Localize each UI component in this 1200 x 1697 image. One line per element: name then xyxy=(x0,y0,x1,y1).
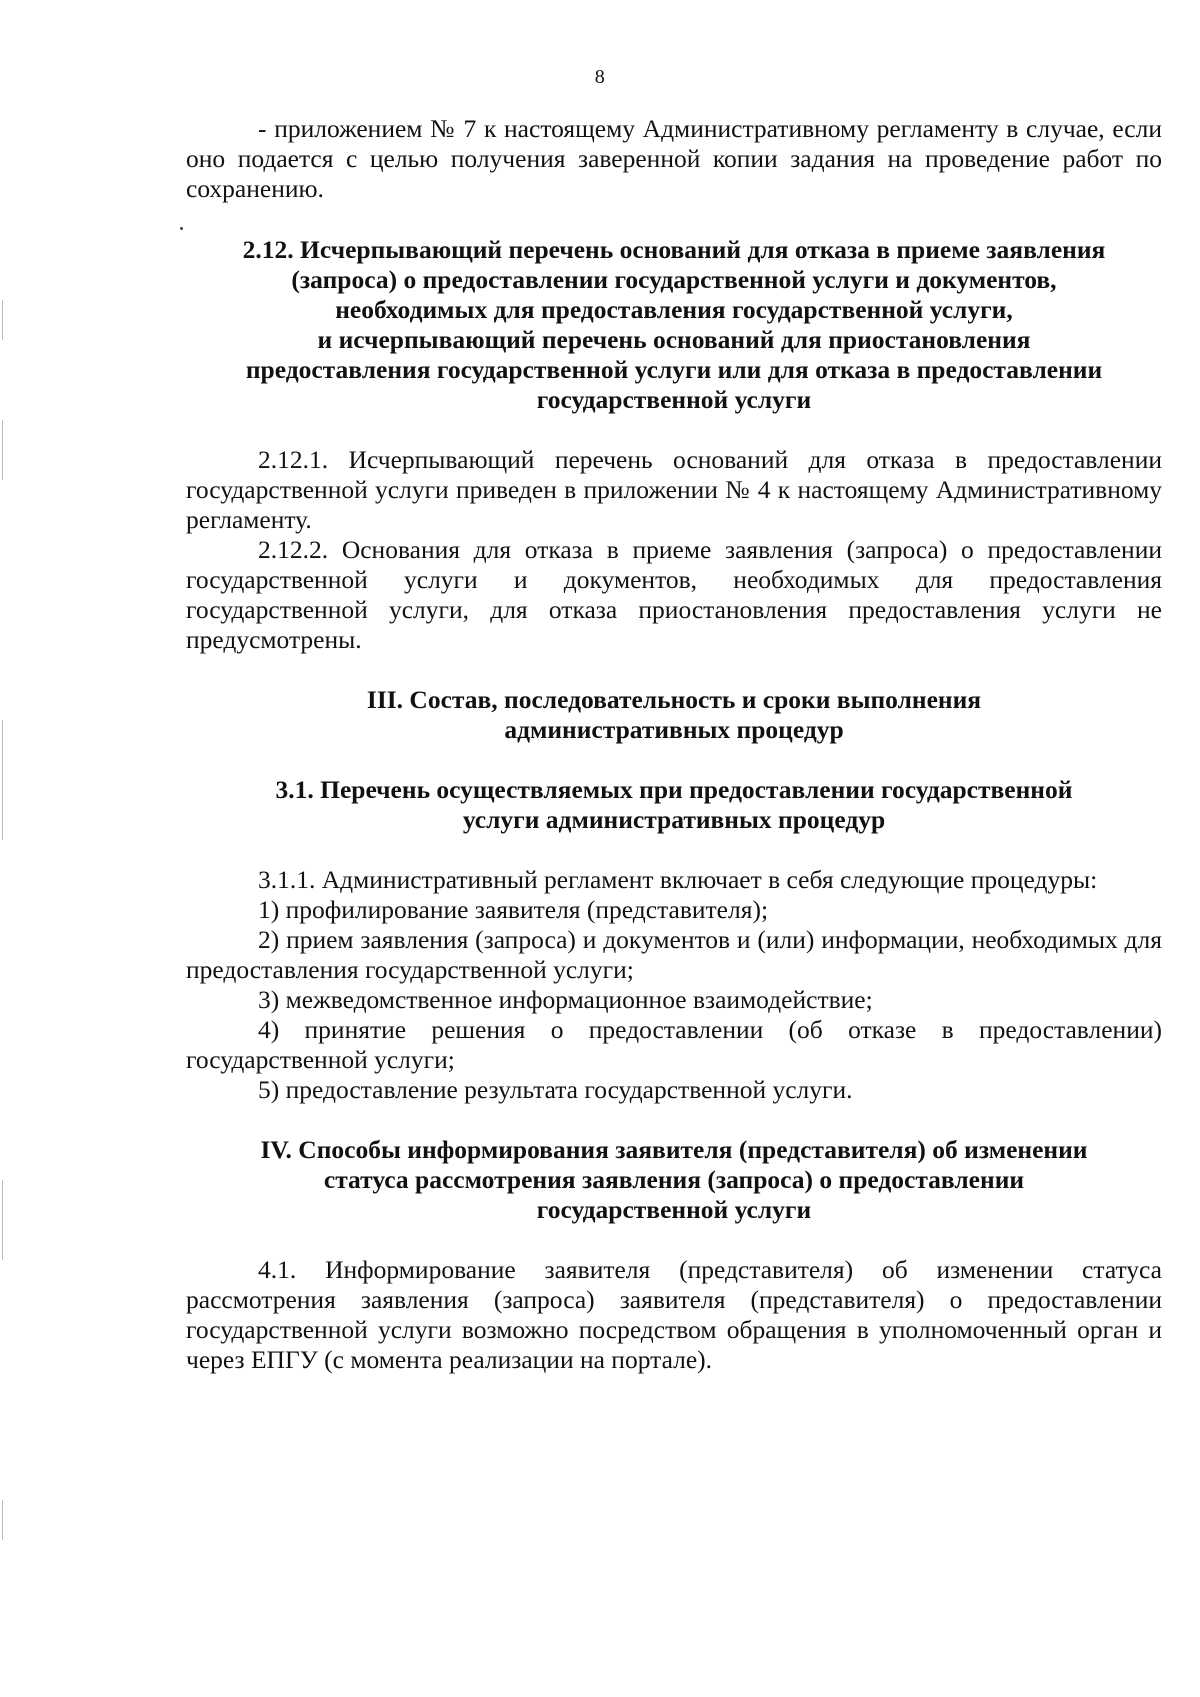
heading-line: статуса рассмотрения заявления (запроса) о предоставлении xyxy=(323,1165,1025,1194)
paragraph-4-1: 4.1. Информирование заявителя (представителя) об изменении статуса рассмотрения заявления (запроса) заявителя (представителя) о предоставлении государственной услуги возможно посредством обращения в уполномоченный орган и через ЕПГУ (с момента реализации на портале). xyxy=(186,1255,1162,1374)
list-item-procedure-3: 3) межведомственное информационное взаимодействие; xyxy=(258,985,873,1014)
heading-line: необходимых для предоставления государственной услуги, xyxy=(335,295,1013,324)
page-number: 8 xyxy=(594,66,606,88)
chapter-heading-iii xyxy=(186,685,1162,745)
heading-line: и исчерпывающий перечень оснований для приостановления xyxy=(317,325,1031,354)
section-heading-2-12 xyxy=(186,235,1162,415)
heading-line: государственной услуги xyxy=(536,385,812,414)
heading-line: предоставления государственной услуги или для отказа в предоставлении xyxy=(245,355,1103,384)
list-item-procedure-4: 4) принятие решения о предоставлении (об отказе в предоставлении) государственной услуги; xyxy=(186,1015,1162,1074)
paragraph-2-12-1: 2.12.1. Исчерпывающий перечень оснований для отказа в предоставлении государственной услуги приведен в приложении № 4 к настоящему Административному регламенту. xyxy=(186,445,1162,534)
scan-speck xyxy=(180,227,183,230)
section-heading-3-1 xyxy=(186,775,1162,835)
scan-edge-marks xyxy=(2,0,4,1697)
heading-line: государственной услуги xyxy=(536,1195,812,1224)
document-body xyxy=(186,114,1162,1375)
paragraph-appendix-7: - приложением № 7 к настоящему Административному регламенту в случае, если оно подается с целью получения заверенной копии задания на проведение работ по сохранению. xyxy=(186,114,1162,203)
list-item-procedure-5: 5) предоставление результата государственной услуги. xyxy=(258,1075,853,1104)
list-item-procedure-2: 2) прием заявления (запроса) и документов и (или) информации, необходимых для предоставления государственной услуги; xyxy=(186,925,1162,984)
heading-line: III. Состав, последовательность и сроки выполнения xyxy=(366,685,982,714)
paragraph-3-1-1: 3.1.1. Административный регламент включает в себя следующие процедуры: xyxy=(258,865,1098,894)
chapter-heading-iv xyxy=(186,1135,1162,1225)
heading-line: IV. Способы информирования заявителя (представителя) об изменении xyxy=(260,1135,1088,1164)
heading-line: (запроса) о предоставлении государственной услуги и документов, xyxy=(291,265,1057,294)
heading-line: услуги административных процедур xyxy=(462,805,886,834)
list-item-procedure-1: 1) профилирование заявителя (представителя); xyxy=(258,895,769,924)
paragraph-2-12-2: 2.12.2. Основания для отказа в приеме заявления (запроса) о предоставлении государственной услуги и документов, необходимых для предоставления государственной услуги, для отказа приостановления предоставления услуги не предусмотрены. xyxy=(186,535,1162,654)
heading-line: административных процедур xyxy=(504,715,844,744)
heading-line: 2.12. Исчерпывающий перечень оснований для отказа в приеме заявления xyxy=(242,235,1106,264)
heading-line: 3.1. Перечень осуществляемых при предоставлении государственной xyxy=(275,775,1073,804)
